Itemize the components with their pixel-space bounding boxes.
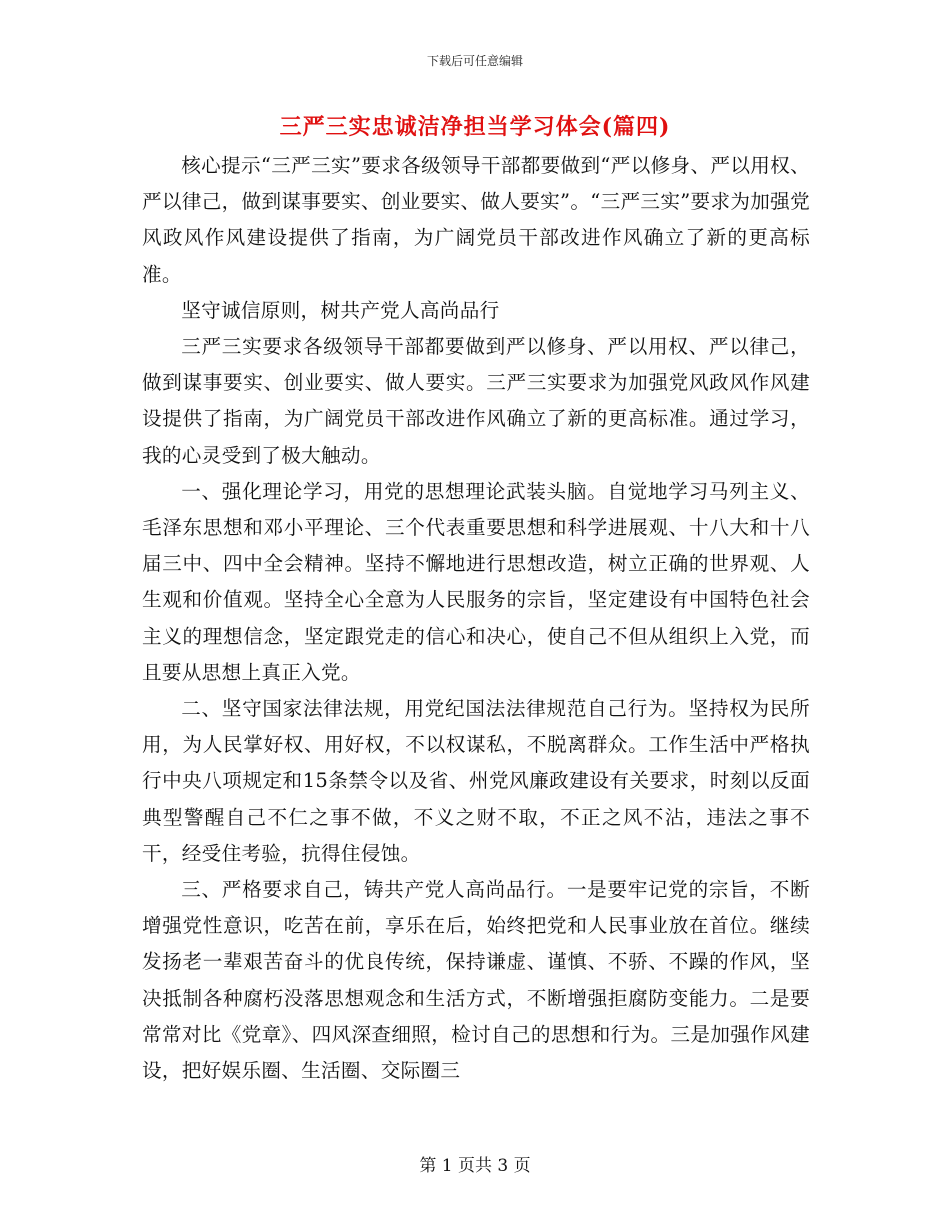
paragraph-point-three: 三、严格要求自己，铸共产党人高尚品行。一是要牢记党的宗旨，不断增强党性意识，吃苦在前，享乐在后，始终把党和人民事业放在首位。继续发扬老一辈艰苦奋斗的优良传统，保持谦虚、谨慎、不骄、不躁的作风，坚决抵制各种腐朽没落思想观念和生活方式，不断增强拒腐防变能力。二是要常常对比《党章》、四风深查细照，检讨自己的思想和行为。三是加强作风建设，把好娱乐圈、生活圈、交际圈三	[142, 878, 810, 1083]
page-number: 第 1 页共 3 页	[419, 1156, 531, 1176]
paragraph-point-one: 一、强化理论学习，用党的思想理论武装头脑。自觉地学习马列主义、毛泽东思想和邓小平理论、三个代表重要思想和科学进展观、十八大和十八届三中、四中全会精神。坚持不懈地进行思想改造，树立正确的世界观、人生观和价值观。坚持全心全意为人民服务的宗旨，坚定建设有中国特色社会主义的理想信念，坚定跟党走的信心和决心，使自己不但从组织上入党，而且要从思想上真正入党。	[142, 479, 810, 684]
paragraph-point-two: 二、坚守国家法律法规，用党纪国法法律规范自己行为。坚持权为民所用，为人民掌好权、用好权，不以权谋私，不脱离群众。工作生活中严格执行中央八项规定和15条禁令以及省、州党风廉政建设有关要求，时刻以反面典型警醒自己不仁之事不做，不义之财不取，不正之风不沾，违法之事不干，经受住考验，抗得住侵蚀。	[142, 697, 810, 865]
paragraph-summary: 三严三实要求各级领导干部都要做到严以修身、严以用权、严以律己，做到谋事要实、创业要实、做人要实。三严三实要求为加强党风政风作风建设提供了指南，为广阔党员干部改进作风确立了新的更高标准。通过学习，我的心灵受到了极大触动。	[142, 335, 810, 467]
paragraph-subheading: 坚守诚信原则，树共产党人高尚品行	[181, 298, 500, 322]
document-body	[142, 148, 810, 1089]
header-note: 下载后可任意编辑	[426, 54, 523, 68]
paragraph-intro: 核心提示“三严三实”要求各级领导干部都要做到“严以修身、严以用权、严以律己，做到谋事要实、创业要实、做人要实”。“三严三实”要求为加强党风政风作风建设提供了指南，为广阔党员干部改进作风确立了新的更高标准。	[142, 154, 810, 286]
document-title: 三严三实忠诚洁净担当学习体会(篇四)	[279, 114, 671, 140]
